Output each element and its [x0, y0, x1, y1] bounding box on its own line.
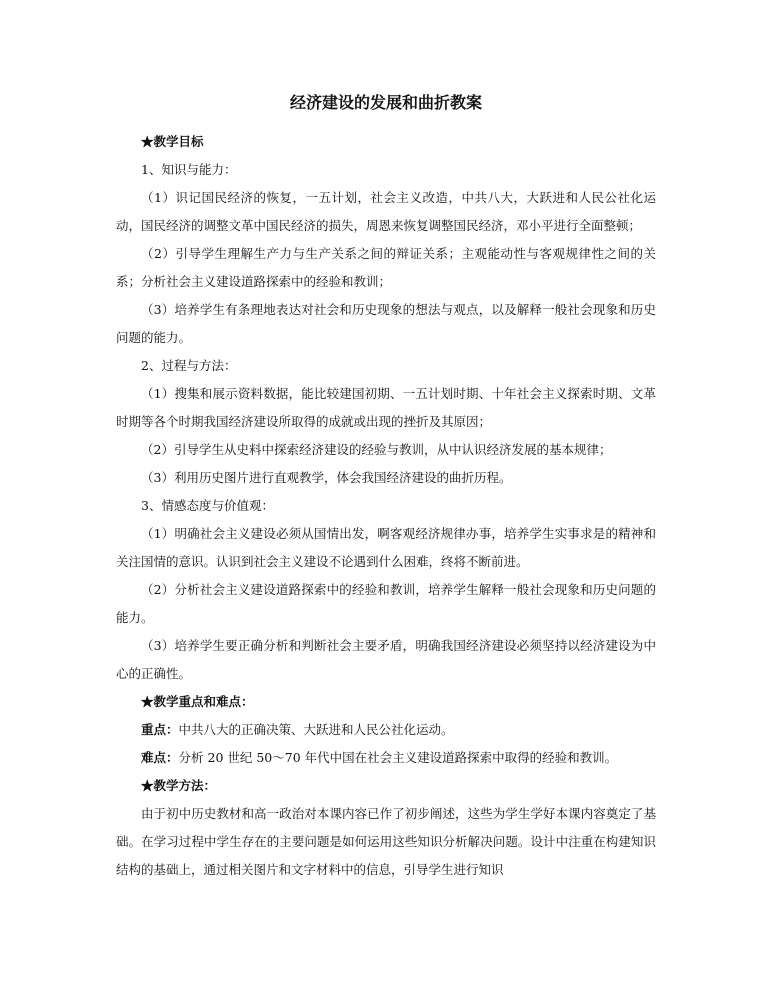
paragraph-knowledge-2: （2）引导学生理解生产力与生产关系之间的辩证关系；主观能动性与客观规律性之间的关系；分析社会主义建设道路探索中的经验和教训； — [116, 246, 656, 289]
paragraph-process-3: （3）利用历史图片进行直观教学，体会我国经济建设的曲折历程。 — [141, 470, 512, 485]
section-heading-methods: ★教学方法： — [141, 778, 217, 793]
paragraph-attitude-3: （3）培养学生要正确分析和判断社会主要矛盾，明确我国经济建设必须坚持以经济建设为中心的正确性。 — [116, 638, 656, 681]
difficulty-text: 分析 20 世纪 50～70 年代中国在社会主义建设道路探索中取得的经验和教训。 — [178, 750, 618, 765]
document-title: 经济建设的发展和曲折教案 — [289, 93, 482, 112]
paragraph-keypoint — [116, 716, 656, 744]
paragraph-difficulty — [116, 744, 656, 772]
paragraph-process-2: （2）引导学生从史料中探索经济建设的经验与教训，从中认识经济发展的基本规律； — [141, 442, 612, 457]
subheading-knowledge: 1、知识与能力： — [141, 162, 237, 177]
paragraph-attitude-2: （2）分析社会主义建设道路探索中的经验和教训，培养学生解释一般社会现象和历史问题的能力。 — [116, 582, 656, 625]
keypoint-label: 重点： — [141, 722, 179, 737]
paragraph-methods: 由于初中历史教材和高一政治对本课内容已作了初步阐述，这些为学生学好本课内容奠定了基础。在学习过程中学生存在的主要问题是如何运用这些知识分析解决问题。设计中注重在构建知识结构的基础上，通过相关图片和文字材料中的信息，引导学生进行知识 — [116, 806, 656, 877]
section-heading-keypoints: ★教学重点和难点： — [141, 694, 254, 709]
difficulty-label: 难点： — [141, 750, 179, 765]
paragraph-attitude-1: （1）明确社会主义建设必须从国情出发，啊客观经济规律办事，培养学生实事求是的精神和关注国情的意识。认识到社会主义建设不论遇到什么困难，终将不断前进。 — [116, 526, 656, 569]
subheading-process: 2、过程与方法： — [141, 358, 237, 373]
paragraph-knowledge-3: （3）培养学生有条理地表达对社会和历史现象的想法与观点，以及解释一般社会现象和历史问题的能力。 — [116, 302, 656, 345]
paragraph-process-1: （1）搜集和展示资料数据，能比较建国初期、一五计划时期、十年社会主义探索时期、文革时期等各个时期我国经济建设所取得的成就或出现的挫折及其原因； — [116, 386, 656, 429]
section-heading-objectives: ★教学目标 — [141, 134, 204, 149]
keypoint-text: 中共八大的正确决策、大跃进和人民公社化运动。 — [178, 722, 454, 737]
subheading-attitude: 3、情感态度与价值观： — [141, 498, 274, 513]
paragraph-knowledge-1: （1）识记国民经济的恢复，一五计划，社会主义改造，中共八大，大跃进和人民公社化运动，国民经济的调整文革中国民经济的损失，周恩来恢复调整国民经济，邓小平进行全面整顿； — [116, 190, 656, 233]
document-page — [116, 92, 656, 884]
